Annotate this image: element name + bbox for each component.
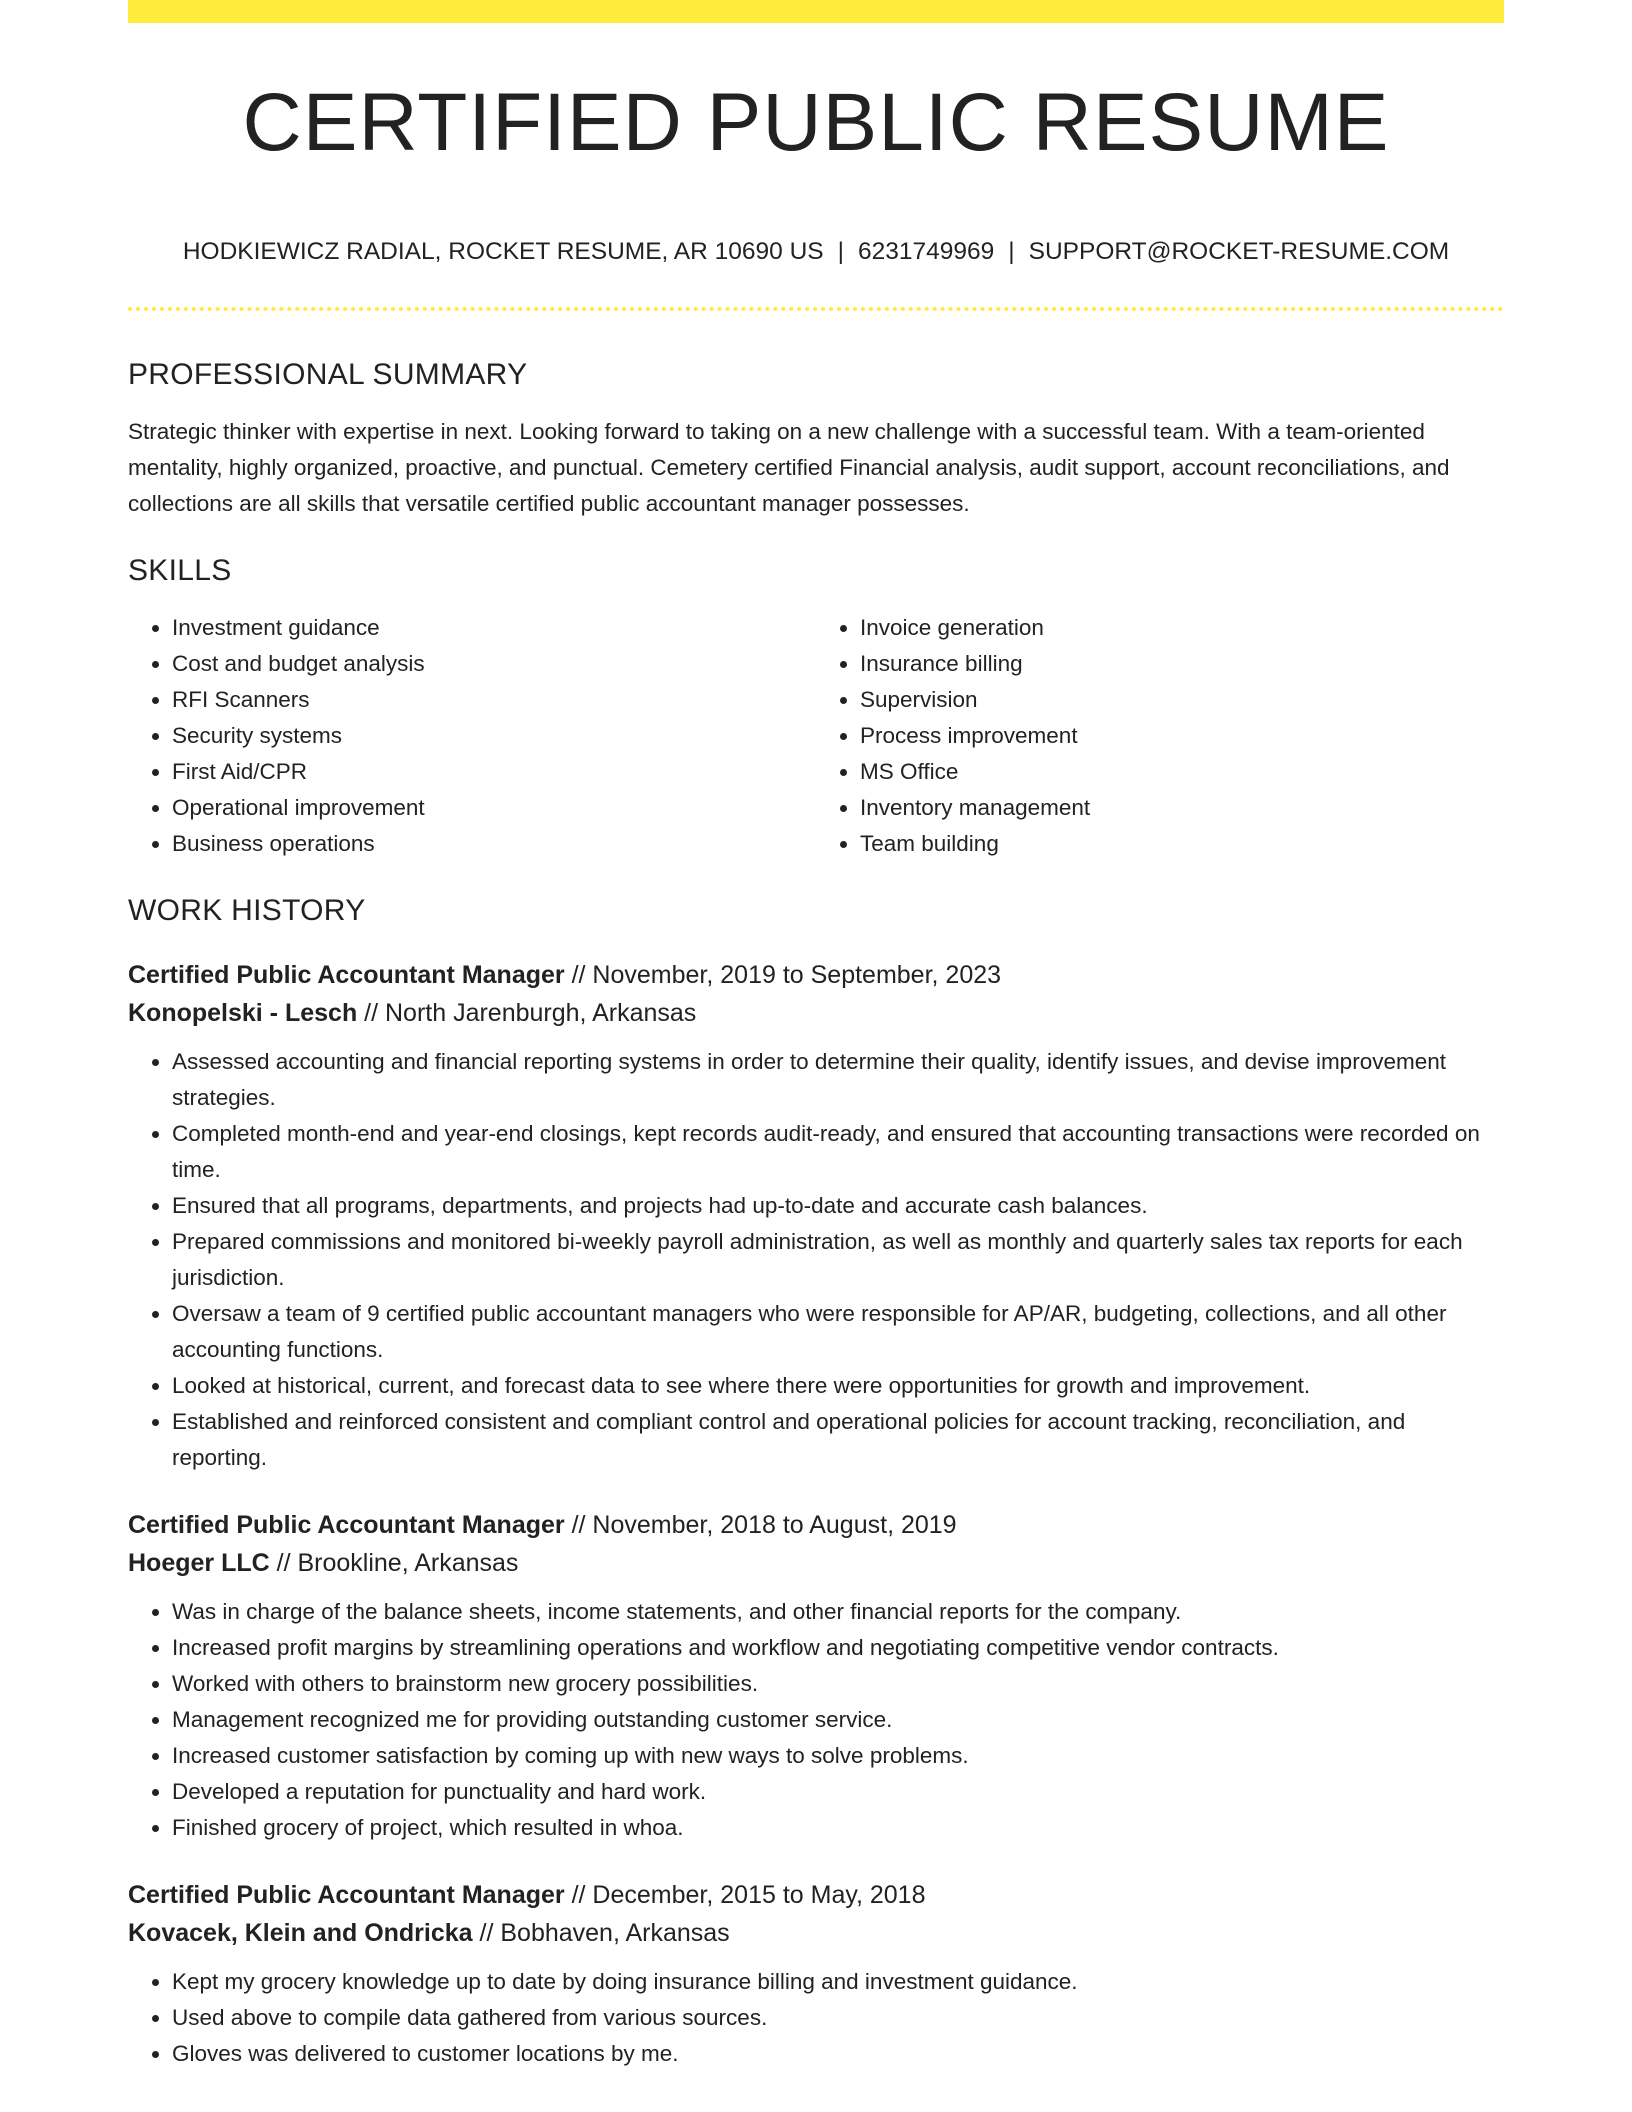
top-accent-bar bbox=[128, 0, 1504, 23]
job-company-line bbox=[128, 1914, 1504, 1952]
job-bullet: • Looked at historical, current, and forecast data to see where there were opportunities for growth and improvement. bbox=[172, 1368, 1504, 1404]
job-bullet: • Finished grocery of project, which resulted in whoa. bbox=[172, 1810, 1504, 1846]
job-bullet: • Completed month-end and year-end closings, kept records audit-ready, and ensured that accounting transactions were recorded on time. bbox=[172, 1116, 1504, 1188]
job-bullet: • Gloves was delivered to customer locations by me. bbox=[172, 2036, 1504, 2072]
contact-phone: 6231749969 bbox=[857, 238, 995, 265]
job-entry bbox=[128, 1506, 1504, 1846]
job-bullet: • Increased customer satisfaction by coming up with new ways to solve problems. bbox=[172, 1738, 1504, 1774]
job-bullet: • Management recognized me for providing outstanding customer service. bbox=[172, 1702, 1504, 1738]
skills-column-right bbox=[816, 610, 1504, 862]
job-dates: // November, 2019 to September, 2023 bbox=[564, 961, 1002, 989]
job-bullet: • Established and reinforced consistent and compliant control and operational policies for account tracking, reconciliation, and reporting. bbox=[172, 1404, 1504, 1476]
resume-name: CERTIFIED PUBLIC RESUME bbox=[242, 77, 1390, 168]
skill-item: • Supervision bbox=[860, 682, 1504, 718]
job-bullet: • Developed a reputation for punctuality and hard work. bbox=[172, 1774, 1504, 1810]
job-role: Certified Public Accountant Manager bbox=[128, 1511, 565, 1539]
job-bullet: • Kept my grocery knowledge up to date by doing insurance billing and investment guidance. bbox=[172, 1964, 1504, 2000]
skill-item: • Cost and budget analysis bbox=[172, 646, 816, 682]
job-title-line bbox=[128, 956, 1504, 994]
summary-heading: PROFESSIONAL SUMMARY bbox=[128, 358, 528, 391]
job-role: Certified Public Accountant Manager bbox=[128, 1881, 565, 1909]
skill-item: • First Aid/CPR bbox=[172, 754, 816, 790]
skill-item: • Invoice generation bbox=[860, 610, 1504, 646]
job-entry bbox=[128, 1876, 1504, 2072]
skill-item: • Insurance billing bbox=[860, 646, 1504, 682]
skill-item: • Inventory management bbox=[860, 790, 1504, 826]
job-bullet: • Assessed accounting and financial reporting systems in order to determine their quality, identify issues, and devise improvement strategies. bbox=[172, 1044, 1504, 1116]
contact-email: SUPPORT@ROCKET-RESUME.COM bbox=[1028, 238, 1450, 265]
job-location: // Brookline, Arkansas bbox=[269, 1549, 519, 1577]
job-entry bbox=[128, 956, 1504, 1476]
job-title-line bbox=[128, 1506, 1504, 1544]
contact-address: HODKIEWICZ RADIAL, ROCKET RESUME, AR 10690 US bbox=[182, 238, 824, 265]
contact-line bbox=[128, 238, 1504, 266]
job-role: Certified Public Accountant Manager bbox=[128, 961, 565, 989]
skills-list bbox=[128, 610, 1504, 862]
skill-item: • Process improvement bbox=[860, 718, 1504, 754]
skill-item: • Investment guidance bbox=[172, 610, 816, 646]
work-history-heading: WORK HISTORY bbox=[128, 894, 366, 927]
job-dates: // December, 2015 to May, 2018 bbox=[564, 1881, 926, 1909]
skills-column-left bbox=[128, 610, 816, 862]
job-bullet: • Used above to compile data gathered from various sources. bbox=[172, 2000, 1504, 2036]
job-bullet: • Ensured that all programs, departments, and projects had up-to-date and accurate cash balances. bbox=[172, 1188, 1504, 1224]
job-bullet: • Was in charge of the balance sheets, income statements, and other financial reports for the company. bbox=[172, 1594, 1504, 1630]
job-bullet: • Worked with others to brainstorm new grocery possibilities. bbox=[172, 1666, 1504, 1702]
job-title-line bbox=[128, 1876, 1504, 1914]
job-dates: // November, 2018 to August, 2019 bbox=[564, 1511, 957, 1539]
job-company: Kovacek, Klein and Ondricka bbox=[128, 1919, 473, 1947]
contact-separator: | bbox=[1008, 238, 1015, 265]
job-bullet: • Increased profit margins by streamlining operations and workflow and negotiating competitive vendor contracts. bbox=[172, 1630, 1504, 1666]
job-bullet: • Oversaw a team of 9 certified public accountant managers who were responsible for AP/AR, budgeting, collections, and all other accounting functions. bbox=[172, 1296, 1504, 1368]
skill-item: • RFI Scanners bbox=[172, 682, 816, 718]
summary-text: Strategic thinker with expertise in next. Looking forward to taking on a new challenge with a successful team. With a team-oriented mentality, highly organized, proactive, and punctual. Cemetery certified Financial analysis, audit support, account reconciliations, and collections are all skills that versatile certified public accountant manager possesses. bbox=[128, 419, 1450, 516]
job-bullets bbox=[128, 1964, 1504, 2072]
job-location: // North Jarenburgh, Arkansas bbox=[357, 999, 697, 1027]
job-company-line bbox=[128, 994, 1504, 1032]
dotted-divider bbox=[128, 307, 1504, 311]
job-company-line bbox=[128, 1544, 1504, 1582]
skill-item: • Business operations bbox=[172, 826, 816, 862]
job-location: // Bobhaven, Arkansas bbox=[472, 1919, 730, 1947]
resume-content bbox=[128, 350, 1504, 2102]
job-company: Hoeger LLC bbox=[128, 1549, 270, 1577]
job-company: Konopelski - Lesch bbox=[128, 999, 358, 1027]
skill-item: • Operational improvement bbox=[172, 790, 816, 826]
job-bullets bbox=[128, 1044, 1504, 1476]
job-bullets bbox=[128, 1594, 1504, 1846]
job-bullet: • Prepared commissions and monitored bi-weekly payroll administration, as well as monthly and quarterly sales tax reports for each jurisdiction. bbox=[172, 1224, 1504, 1296]
skill-item: • Team building bbox=[860, 826, 1504, 862]
skills-heading: SKILLS bbox=[128, 554, 232, 587]
skill-item: • MS Office bbox=[860, 754, 1504, 790]
contact-separator: | bbox=[837, 238, 844, 265]
skill-item: • Security systems bbox=[172, 718, 816, 754]
